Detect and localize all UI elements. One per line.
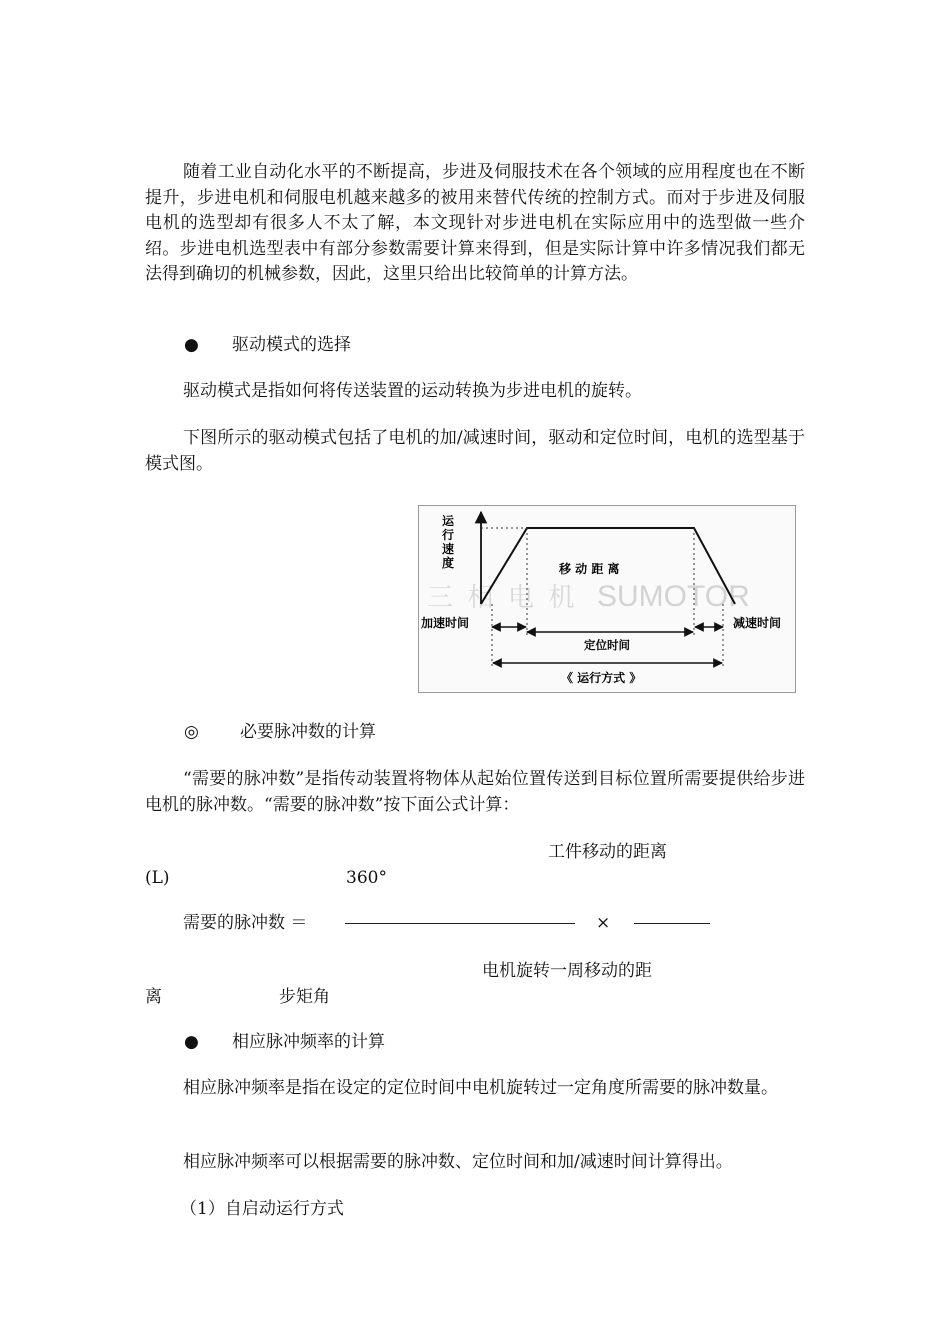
accel-time-label: 加速时间: [421, 616, 470, 630]
bullet-icon: ●: [184, 335, 199, 355]
formula-denominator-suffix: 离: [145, 987, 162, 1007]
decel-time-label: 减速时间: [733, 616, 782, 630]
ring-bullet-icon: ◎: [184, 722, 199, 742]
formula-lhs: 需要的脉冲数 ＝: [183, 913, 308, 933]
formula-numerator-suffix: (L): [145, 868, 170, 888]
pulse-frequency-calc: 相应脉冲频率可以根据需要的脉冲数、定位时间和加/减速时间计算得出。: [183, 1152, 733, 1172]
y-label-char: 运: [442, 514, 455, 528]
run-mode-label: 《 运行方式 》: [561, 671, 642, 685]
pulse-count-definition: “需要的脉冲数”是指传动装置将物体从起始位置传送到目标位置所需要提供给步进电机的脉冲数。“需要的脉冲数”按下面公式计算：: [145, 769, 805, 815]
subsection-self-start: （1）自启动运行方式: [180, 1199, 344, 1219]
y-label-char: 速: [442, 542, 455, 556]
formula-numerator: 工件移动的距离: [548, 842, 667, 862]
pulse-frequency-definition: 相应脉冲频率是指在设定的定位时间中电机旋转过一定角度所需要的脉冲数量。: [183, 1078, 778, 1098]
formula-step-angle: 步矩角: [279, 987, 330, 1007]
watermark-en: SUMOTOR: [597, 580, 750, 613]
section-heading-pulse-frequency: 相应脉冲频率的计算: [232, 1032, 385, 1052]
y-label-char: 行: [442, 528, 455, 542]
formula-denominator: 电机旋转一周移动的距: [482, 961, 652, 981]
formula-degree: 360°: [346, 868, 387, 888]
drive-mode-definition: 驱动模式是指如何将传送装置的运动转换为步进电机的旋转。: [183, 381, 642, 401]
formula-times: ×: [596, 913, 611, 933]
formula-fraction-bar-2: [634, 923, 710, 924]
drive-mode-figure: [418, 505, 796, 693]
intro-paragraph: 随着工业自动化水平的不断提高，步进及伺服技术在各个领域的应用程度也在不断提升，步进电机和伺服电机越来越多的被用来替代传统的控制方式。而对于步进及伺服电机的选型却有很多人不太了解，本文现针对步进电机在实际应用中的选型做一些介绍。步进电机选型表中有部分参数需要计算来得到，但是实际计算中许多情况我们都无法得到确切的机械参数，因此，这里只给出比较简单的计算方法。: [145, 162, 805, 284]
bullet-icon: ●: [184, 1032, 199, 1052]
y-label-char: 度: [442, 556, 455, 570]
formula-fraction-bar: [345, 923, 575, 924]
section-heading-pulse-count: 必要脉冲数的计算: [240, 722, 376, 742]
section-heading-drive-mode: 驱动模式的选择: [232, 335, 351, 355]
move-distance-label: 移 动 距 离: [559, 562, 620, 576]
watermark-cn: 三 相 电 机: [427, 583, 579, 612]
position-time-label: 定位时间: [584, 638, 630, 652]
drive-mode-figure-intro: 下图所示的驱动模式包括了电机的加/减速时间，驱动和定位时间，电机的选型基于模式图。: [145, 428, 805, 474]
